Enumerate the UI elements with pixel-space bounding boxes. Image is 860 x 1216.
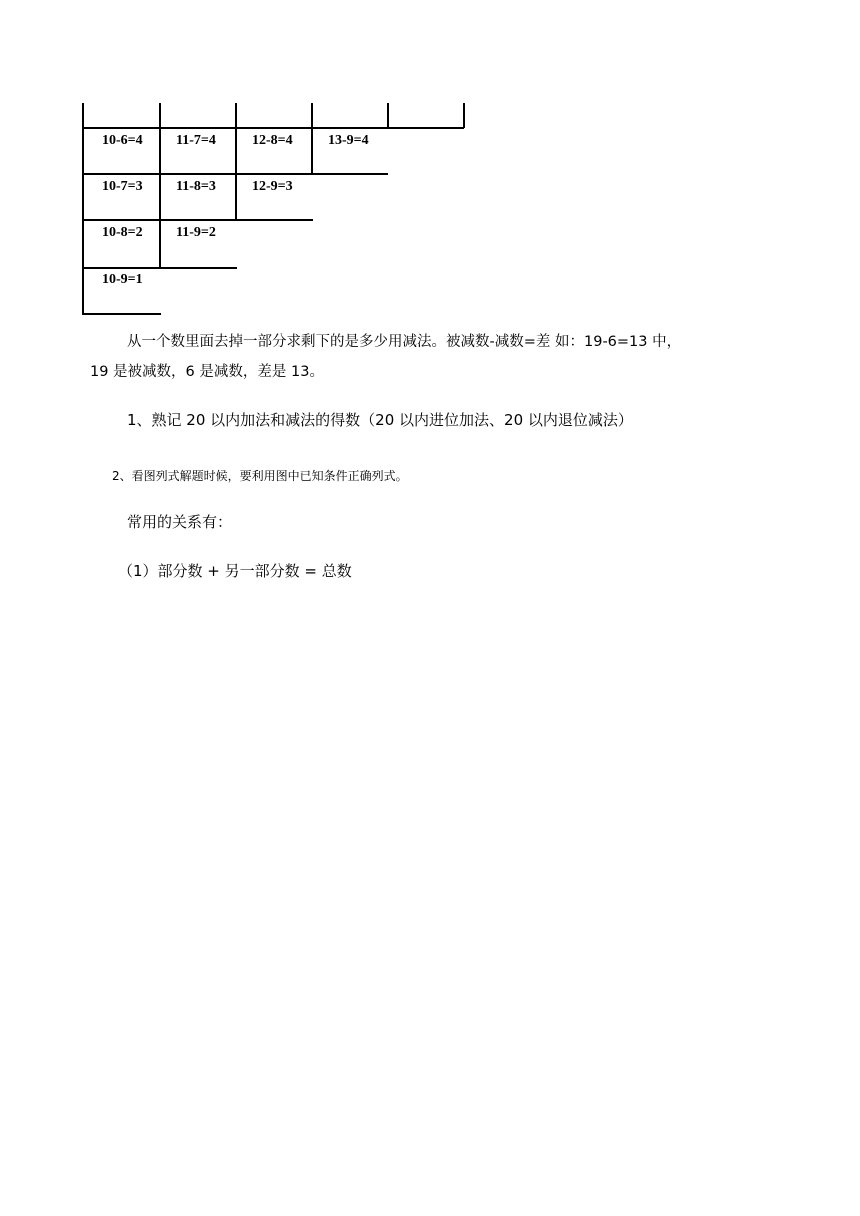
table-line [82,313,161,315]
list-item-2: 2、看图列式解题时候，要利用图中已知条件正确列式。 [112,469,408,483]
table-cell: 10-7=3 [102,179,143,194]
subtraction-table [82,103,466,315]
table-cell: 11-9=2 [176,225,216,240]
table-cell: 11-8=3 [176,179,216,194]
table-cell: 11-7=4 [176,133,216,148]
definition-paragraph-line2: 19 是被减数，6 是减数，差是 13。 [90,364,324,380]
definition-paragraph-line1: 从一个数里面去掉一部分求剩下的是多少用减法。被减数-减数=差 如：19-6=13 中， [127,334,682,350]
list-item-1: 1、熟记 20 以内加法和减法的得数（20 以内进位加法、20 以内退位减法） [127,411,633,429]
table-cell: 13-9=4 [328,133,369,148]
formula-1: （1）部分数 + 另一部分数 = 总数 [118,562,352,580]
table-cell: 10-6=4 [102,133,143,148]
table-cell: 10-9=1 [102,272,143,287]
table-cell: 12-8=4 [252,133,293,148]
table-cell: 12-9=3 [252,179,293,194]
table-line [463,103,465,128]
table-cell: 10-8=2 [102,225,143,240]
table-line [387,103,389,128]
common-relations-heading: 常用的关系有： [127,513,233,531]
